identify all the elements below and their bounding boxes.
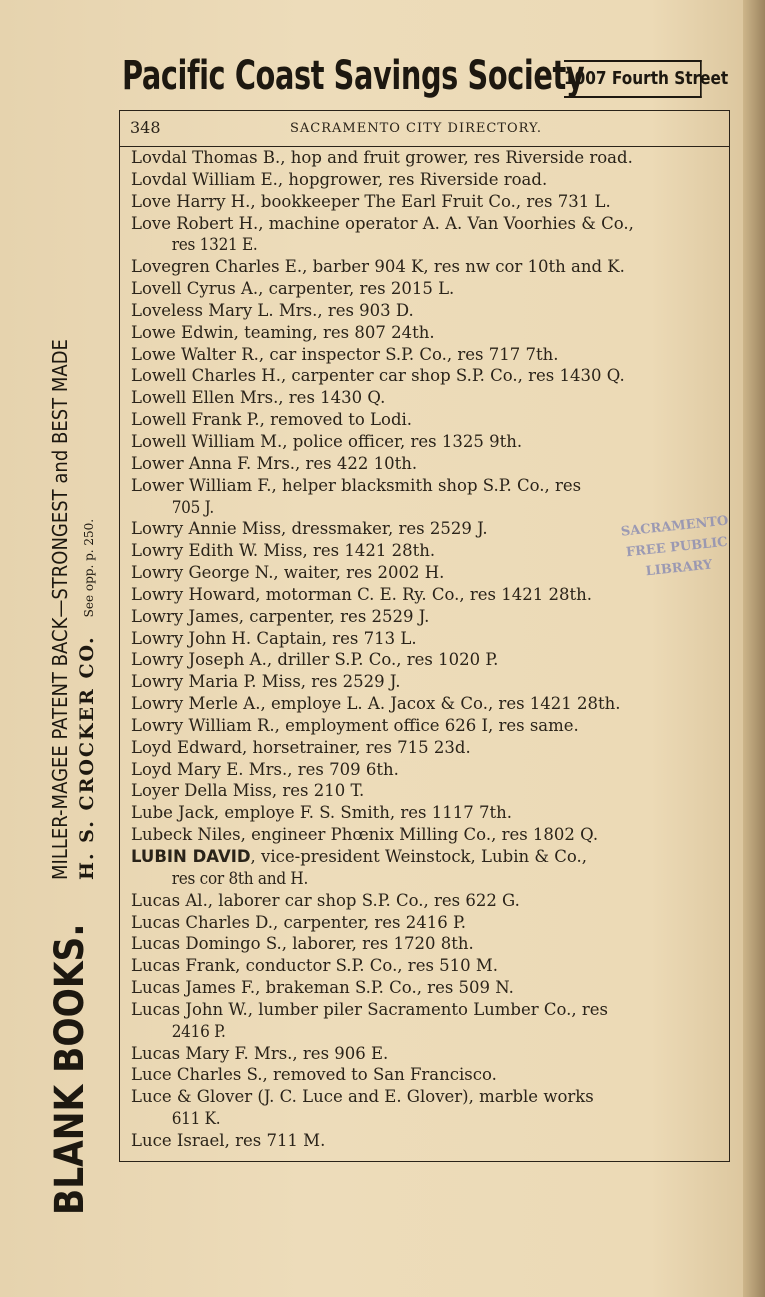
directory-entry: Lowry Joseph A., driller S.P. Co., res 1020 P. (131, 650, 499, 670)
directory-entry: Lovell Cyrus A., carpenter, res 2015 L. (131, 279, 455, 299)
directory-entry-continuation: 2416 P. (171, 1021, 226, 1041)
directory-entry: Lowell William M., police officer, res 1325 9th. (131, 431, 523, 451)
directory-entry: Loveless Mary L. Mrs., res 903 D. (131, 300, 414, 320)
side-advertisement (46, 105, 126, 1215)
directory-entry: Lowe Walter R., car inspector S.P. Co., res 717 7th. (131, 344, 559, 364)
directory-entry-bold (131, 846, 727, 868)
bold-listing-detail: , vice-president Weinstock, Lubin & Co., (250, 847, 588, 866)
directory-entry: Lowry Merle A., employe L. A. Jacox & Co., res 1421 28th. (131, 694, 621, 714)
directory-entry: Luce Israel, res 711 M. (131, 1130, 326, 1150)
directory-entry: Lucas Frank, conductor S.P. Co., res 510 M. (131, 956, 499, 976)
directory-entries (131, 147, 727, 1152)
directory-entry: Loyd Mary E. Mrs., res 709 6th. (131, 759, 399, 779)
directory-entry: Lucas Mary F. Mrs., res 906 E. (131, 1043, 389, 1063)
directory-entry: Lowell Ellen Mrs., res 1430 Q. (131, 388, 386, 408)
directory-entry: Lowry Annie Miss, dressmaker, res 2529 J. (131, 519, 488, 539)
directory-entry: Lubeck Niles, engineer Phœnix Milling Co., res 1802 Q. (131, 825, 599, 845)
directory-entry: Lowry William R., employment office 626 I, res same. (131, 715, 579, 735)
directory-entry: Love Harry H., bookkeeper The Earl Fruit Co., res 731 L. (131, 191, 611, 211)
directory-entry: Lowry Howard, motorman C. E. Ry. Co., res 1421 28th. (131, 584, 592, 604)
directory-entry: Lovdal Thomas B., hop and fruit grower, res Riverside road. (131, 148, 633, 167)
directory-entry: Lucas James F., brakeman S.P. Co., res 509 N. (131, 978, 514, 998)
directory-entry: Lowry James, carpenter, res 2529 J. (131, 606, 430, 626)
directory-entry: Lowry John H. Captain, res 713 L. (131, 628, 417, 648)
directory-entry-continuation: 705 J. (171, 497, 214, 517)
page-edge (743, 0, 765, 1297)
directory-entry: Luce Charles S., removed to San Francisco. (131, 1065, 497, 1085)
page-number: 348 (130, 118, 161, 137)
banner-title: Pacific Coast Savings Society (122, 53, 585, 99)
bold-listing-name: LUBIN DAVID (131, 847, 251, 866)
directory-entry: Lovdal William E., hopgrower, res Riverside road. (131, 169, 548, 189)
running-head: SACRAMENTO CITY DIRECTORY. (290, 121, 543, 136)
directory-entry: Lucas John W., lumber piler Sacramento Lumber Co., res (131, 999, 609, 1019)
directory-entry: Lucas Charles D., carpenter, res 2416 P. (131, 912, 466, 932)
directory-entry-continuation: 611 K. (171, 1109, 221, 1129)
directory-entry: Lube Jack, employe F. S. Smith, res 1117 7th. (131, 803, 512, 823)
directory-entry: Loyd Edward, horsetrainer, res 715 23d. (131, 737, 471, 757)
advertisement-banner (122, 50, 728, 102)
directory-entry: Lower Anna F. Mrs., res 422 10th. (131, 453, 418, 473)
directory-entry: Lowell Charles H., carpenter car shop S.P. Co., res 1430 Q. (131, 366, 625, 386)
side-ad-reference: See opp. p. 250. (82, 518, 96, 618)
side-ad-headline: BLANK BOOKS. (47, 923, 93, 1215)
directory-entry: Love Robert H., machine operator A. A. Van Voorhies & Co., (131, 213, 634, 233)
directory-entry-continuation: res 1321 E. (171, 235, 258, 255)
stamp-line: FREE PUBLIC (625, 534, 729, 561)
side-ad-bottom-line (76, 519, 100, 880)
directory-entry: Lower William F., helper blacksmith shop S.P. Co., res (131, 475, 582, 495)
directory-entry-continuation: res cor 8th and H. (171, 868, 309, 888)
directory-entry: Lucas Al., laborer car shop S.P. Co., res 622 G. (131, 890, 520, 910)
side-ad-company: H. S. CROCKER CO. (76, 635, 98, 880)
directory-entry: Lowe Edwin, teaming, res 807 24th. (131, 322, 435, 342)
stamp-line: LIBRARY (645, 557, 714, 580)
directory-entry: Lowry Maria P. Miss, res 2529 J. (131, 672, 401, 692)
directory-entry: Luce & Glover (J. C. Luce and E. Glover), marble works (131, 1087, 594, 1107)
directory-entry: Loyer Della Miss, res 210 T. (131, 781, 365, 801)
stamp-line: SACRAMENTO (620, 513, 730, 540)
directory-entry: Lovegren Charles E., barber 904 K, res nw cor 10th and K. (131, 257, 625, 277)
banner-address: 1007 Fourth Street (564, 60, 702, 98)
directory-entry: Lucas Domingo S., laborer, res 1720 8th. (131, 934, 474, 954)
directory-entry: Lowell Frank P., removed to Lodi. (131, 410, 413, 430)
side-ad-top-line: MILLER-MAGEE PATENT BACK—STRONGEST and BEST MADE (48, 339, 72, 880)
directory-entry: Lowry Edith W. Miss, res 1421 28th. (131, 541, 436, 561)
directory-entry: Lowry George N., waiter, res 2002 H. (131, 563, 445, 583)
